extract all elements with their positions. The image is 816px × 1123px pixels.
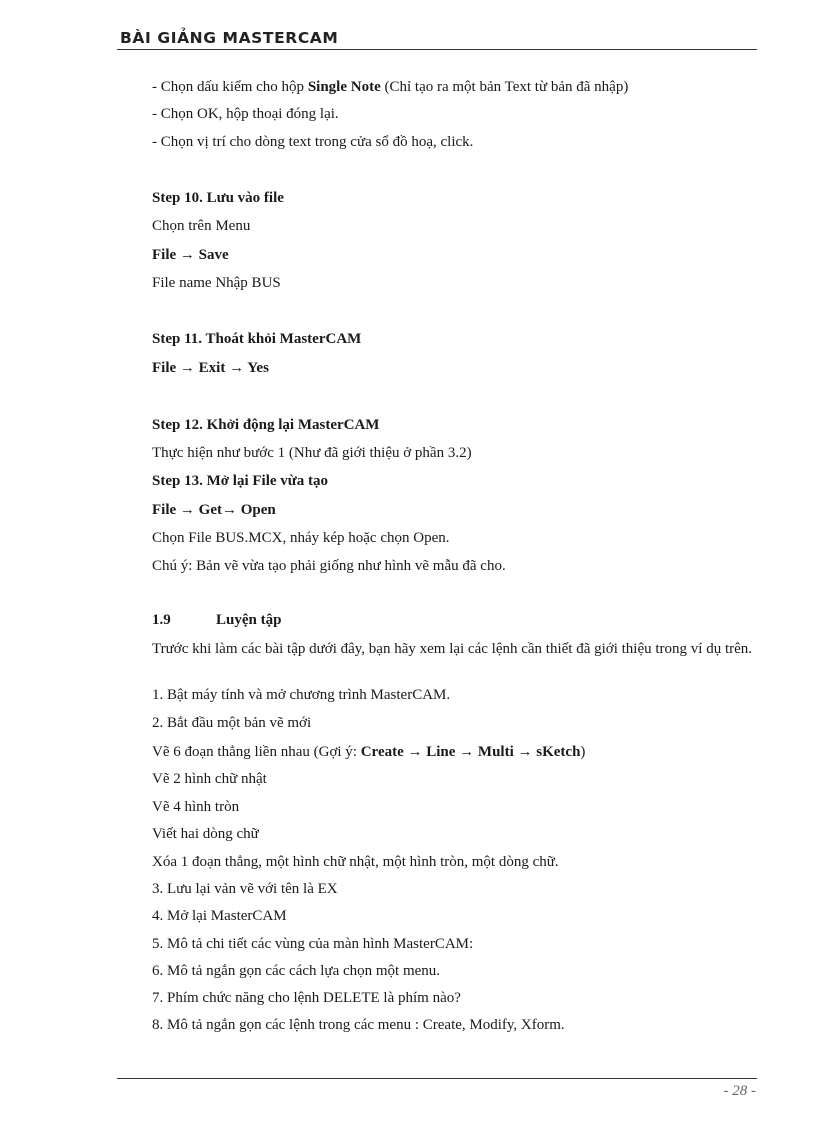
exercise-2c: Vẽ 4 hình tròn	[152, 799, 240, 815]
step12-title: Step 12. Khởi động lại MasterCAM	[152, 417, 380, 433]
exercise-8: 8. Mô tả ngắn gọn các lệnh trong các menu : Create, Modify, Xform.	[152, 1017, 565, 1033]
exercise-3: 3. Lưu lại vản vẽ với tên là EX	[152, 881, 338, 897]
exercise-7: 7. Phím chức năng cho lệnh DELETE là phím nào?	[152, 990, 461, 1006]
step13-text-1: Chọn File BUS.MCX, nháy kép hoặc chọn Open.	[152, 530, 450, 546]
section-number: 1.9	[152, 612, 171, 628]
instruction-line-2: - Chọn OK, hộp thoại đóng lại.	[152, 106, 339, 122]
step12-text: Thực hiện như bước 1 (Như đã giới thiệu ở phần 3.2)	[152, 445, 472, 461]
exercise-5: 5. Mô tả chi tiết các vùng của màn hình MasterCAM:	[152, 936, 474, 952]
exercise-2a: Vẽ 6 đoạn thẳng liền nhau (Gợi ý: Create → Line → Multi → sKetch)	[152, 744, 586, 760]
step10-title: Step 10. Lưu vào file	[152, 190, 284, 206]
step10-filename: File name Nhập BUS	[152, 275, 281, 291]
footer-divider	[117, 1078, 757, 1079]
exercise-1: 1. Bật máy tính và mở chương trình MasterCAM.	[152, 687, 451, 703]
step13-title: Step 13. Mở lại File vừa tạo	[152, 473, 329, 489]
instruction-line-3: - Chọn vị trí cho dòng text trong cửa sổ đồ hoạ, click.	[152, 134, 474, 150]
instruction-line-1: - Chọn dấu kiểm cho hộp Single Note (Chỉ tạo ra một bản Text từ bản đã nhập)	[152, 79, 629, 95]
exercise-2d: Viết hai dòng chữ	[152, 826, 259, 842]
page-header-title: BÀI GIẢNG MASTERCAM	[120, 29, 339, 47]
section-title: Luyện tập	[216, 612, 282, 628]
section-intro: Trước khi làm các bài tập dưới đây, bạn hãy xem lại các lệnh cần thiết đã giới thiệu trong ví dụ trên.	[152, 641, 753, 657]
step11-title: Step 11. Thoát khỏi MasterCAM	[152, 331, 362, 347]
step10-menu-hint: Chọn trên Menu	[152, 218, 251, 234]
step13-note: Chú ý: Bản vẽ vừa tạo phải giống như hình vẽ mẫu đã cho.	[152, 558, 506, 574]
step10-command: File → Save	[152, 247, 229, 263]
exercise-2e: Xóa 1 đoạn thẳng, một hình chữ nhật, một hình tròn, một dòng chữ.	[152, 854, 559, 870]
header-divider	[117, 49, 757, 50]
page-number: - 28 -	[723, 1083, 756, 1099]
exercise-2b: Vẽ 2 hình chữ nhật	[152, 771, 267, 787]
step13-command: File → Get→ Open	[152, 502, 276, 518]
exercise-6: 6. Mô tả ngắn gọn các cách lựa chọn một menu.	[152, 963, 441, 979]
step11-command: File → Exit → Yes	[152, 360, 269, 376]
exercise-2: 2. Bắt đầu một bản vẽ mới	[152, 715, 312, 731]
exercise-4: 4. Mở lại MasterCAM	[152, 908, 287, 924]
